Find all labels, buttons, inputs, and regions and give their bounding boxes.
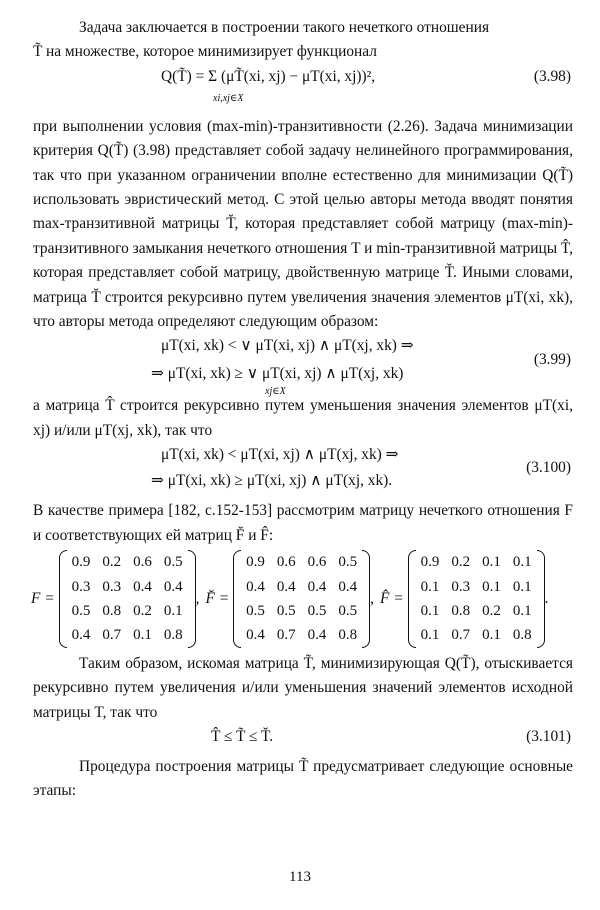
- matrix-row: [240, 575, 363, 599]
- equation-3-98-subscript: xi,xj∈X: [213, 92, 244, 104]
- matrix-f-table: [66, 550, 189, 648]
- equation-3-100-line1: μT(xi, xk) < μT(xi, xj) ∧ μT(xj, xk) ⇒: [161, 446, 399, 464]
- matrix-cell: 0.6: [276, 554, 296, 571]
- matrix-cell: 0.7: [276, 627, 296, 644]
- equation-3-99: [33, 334, 573, 398]
- matrix-f: [31, 550, 200, 648]
- matrix-cell: 0.1: [482, 554, 501, 571]
- matrix-f-tail: ,: [195, 589, 200, 607]
- equation-3-101: [33, 725, 573, 755]
- equation-3-99-number: (3.99): [533, 351, 571, 369]
- page-content: [33, 16, 573, 804]
- matrix-cell: 0.4: [246, 578, 265, 595]
- matrix-cell: 0.3: [451, 578, 471, 595]
- matrix-row: [415, 550, 538, 574]
- paragraph-procedure: Процедура построения матрицы T̃ предусматривает следующие основные этапы:: [33, 757, 573, 800]
- matrix-row: [66, 623, 189, 647]
- matrix-cell: 0.1: [133, 627, 152, 644]
- matrix-cell: 0.5: [163, 554, 183, 571]
- matrix-cell: 0.2: [102, 554, 122, 571]
- equation-3-99-subscript: xj∈X: [265, 386, 286, 398]
- page-number: 113: [289, 869, 311, 885]
- equation-3-101-number: (3.101): [526, 727, 571, 745]
- matrix-f-hat-label: F̂ =: [380, 589, 404, 607]
- matrix-cell: 0.1: [482, 627, 501, 644]
- matrix-row: [66, 550, 189, 574]
- equation-3-99-line2: ⇒ μT(xi, xk) ≥ ∨ μT(xi, xj) ∧ μT(xj, xk): [151, 365, 404, 383]
- matrix-f-label: F =: [31, 589, 55, 607]
- matrix-cell: 0.7: [102, 627, 122, 644]
- matrix-row: [240, 550, 363, 574]
- matrix-row: [240, 599, 363, 623]
- matrix-cell: 0.4: [246, 627, 265, 644]
- matrix-cell: 0.1: [420, 627, 440, 644]
- matrix-cell: 0.8: [512, 627, 532, 644]
- equation-3-98: [33, 65, 573, 115]
- equation-3-98-number: (3.98): [533, 67, 571, 85]
- matrix-f-breve-tail: ,: [370, 589, 374, 607]
- matrix-cell: 0.4: [338, 578, 358, 595]
- equation-3-100-number: (3.100): [526, 459, 571, 477]
- matrix-cell: 0.1: [512, 554, 532, 571]
- matrix-row: [415, 623, 538, 647]
- matrix-cell: 0.9: [71, 554, 91, 571]
- matrix-cell: 0.3: [71, 578, 91, 595]
- equation-3-99-line1: μT(xi, xk) < ∨ μT(xi, xj) ∧ μT(xj, xk) ⇒: [161, 337, 414, 355]
- matrix-cell: 0.1: [512, 602, 532, 619]
- paragraph-method: при выполнении условия (max-min)-транзитивности (2.26). Задача минимизации критерия Q(T̃) (3.98) представляет собой задачу нелинейного программирования, так что при указанном ограничении вполне естественно для минимизации Q(T̃) использовать эвристический метод. С этой целью авторы метода вводят понятия max-транзитивной матрицы T̆, которая представляет собой матрицу (max-min)-транзитивного замыкания нечеткого отношения T и min-транзитивной матрицы T̂, которая представляет собой матрицу, двойственную матрице T̆. Иными словами, матрица T̆ строится рекурсивно путем увеличения значения элементов μT(xi, xk), что авторы метода определяют следующим образом:: [33, 117, 573, 331]
- matrix-cell: 0.2: [451, 554, 471, 571]
- matrix-cell: 0.5: [71, 602, 91, 619]
- matrix-f-hat-table: [415, 550, 538, 648]
- matrix-f-hat: [380, 550, 549, 648]
- matrix-cell: 0.5: [246, 602, 265, 619]
- matrix-row: [66, 599, 189, 623]
- matrix-cell: 0.4: [276, 578, 296, 595]
- matrix-cell: 0.8: [451, 602, 471, 619]
- paragraph-intro-line1: Задача заключается в построении такого нечеткого отношения: [79, 19, 490, 36]
- matrix-cell: 0.6: [307, 554, 327, 571]
- matrix-cell: 0.4: [163, 578, 183, 595]
- matrix-row: [415, 599, 538, 623]
- matrices-row: [31, 550, 573, 648]
- matrix-f-breve-label: F̆ =: [205, 589, 230, 607]
- matrix-cell: 0.1: [482, 578, 501, 595]
- paragraph-intro-line2: T̃ на множестве, которое минимизирует функционал: [33, 43, 377, 61]
- matrix-cell: 0.5: [338, 554, 358, 571]
- matrix-cell: 0.4: [133, 578, 152, 595]
- matrix-cell: 0.5: [307, 602, 327, 619]
- paragraph-example: В качестве примера [182, с.152-153] рассмотрим матрицу нечеткого отношения F и соответствующих ей матриц F̆ и F̂:: [33, 502, 573, 544]
- matrix-cell: 0.5: [276, 602, 296, 619]
- matrix-cell: 0.7: [451, 627, 471, 644]
- matrix-row: [240, 623, 363, 647]
- matrix-f-hat-tail: .: [544, 589, 549, 607]
- equation-3-98-body: Q(T̃) = Σ (μT̃(xi, xj) − μT(xi, xj))²,: [161, 67, 376, 85]
- matrix-cell: 0.2: [133, 602, 152, 619]
- matrix-cell: 0.4: [307, 578, 327, 595]
- matrix-cell: 0.2: [482, 602, 501, 619]
- matrix-cell: 0.6: [133, 554, 152, 571]
- matrix-row: [415, 575, 538, 599]
- matrix-cell: 0.9: [420, 554, 440, 571]
- matrix-cell: 0.8: [163, 627, 183, 644]
- matrix-cell: 0.1: [163, 602, 183, 619]
- equation-3-100-line2: ⇒ μT(xi, xk) ≥ μT(xi, xj) ∧ μT(xj, xk).: [151, 472, 393, 490]
- matrix-row: [66, 575, 189, 599]
- matrix-f-breve: [206, 550, 375, 648]
- matrix-f-breve-table: [240, 550, 363, 648]
- matrix-cell: 0.8: [338, 627, 358, 644]
- matrix-cell: 0.9: [246, 554, 265, 571]
- paragraph-conclusion: Таким образом, искомая матрица T̃, минимизирующая Q(T̃), отыскивается рекурсивно путем увеличения и/или уменьшения значений элементов исходной матрицы T, так что: [33, 654, 573, 721]
- matrix-cell: 0.1: [420, 578, 440, 595]
- matrix-cell: 0.4: [307, 627, 327, 644]
- matrix-cell: 0.1: [512, 578, 532, 595]
- matrix-cell: 0.8: [102, 602, 122, 619]
- equation-3-101-body: T̂ ≤ T̃ ≤ T̆.: [211, 727, 274, 745]
- matrix-cell: 0.3: [102, 578, 122, 595]
- matrix-cell: 0.4: [71, 627, 91, 644]
- matrix-cell: 0.5: [338, 602, 358, 619]
- equation-3-100: [33, 443, 573, 499]
- paragraph-min-matrix: а матрица T̂ строится рекурсивно путем уменьшения значения элементов μT(xi, xj) и/или μT(xj, xk), так что: [33, 397, 573, 439]
- matrix-cell: 0.1: [420, 602, 440, 619]
